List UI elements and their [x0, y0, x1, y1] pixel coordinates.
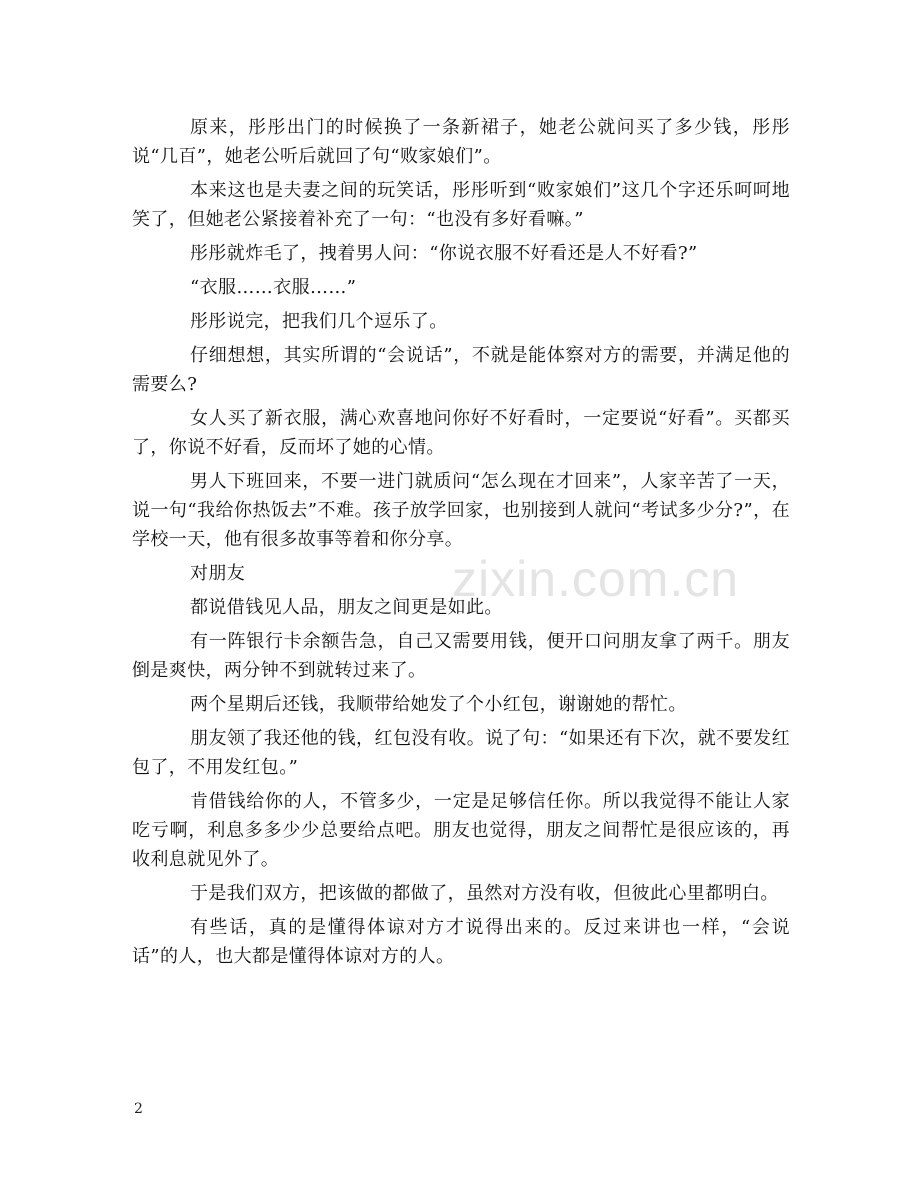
page-number: 2	[134, 1101, 143, 1117]
paragraph: 都说借钱见人品，朋友之间更是如此。	[190, 597, 503, 618]
paragraph: 仔细想想，其实所谓的“会说话”，不就是能体察对方的需要，并满足他的需要么?	[132, 345, 790, 395]
paragraph: 于是我们双方，把该做的都做了，虽然对方没有收，但彼此心里都明白。	[190, 883, 779, 904]
paragraph: 两个星期后还钱，我顺带给她发了个小红包，谢谢她的帮忙。	[190, 694, 687, 715]
document-body	[132, 113, 790, 976]
paragraph: 肯借钱给你的人，不管多少，一定是足够信任你。所以我觉得不能让人家吃亏啊，利息多多少少总要给点吧。朋友也觉得，朋友之间帮忙是很应该的，再收利息就见外了。	[132, 791, 790, 870]
section-heading: 对朋友	[190, 563, 246, 584]
paragraph: 彤彤说完，把我们几个逗乐了。	[190, 311, 448, 332]
paragraph: 男人下班回来，不要一进门就质问“怎么现在才回来”，人家辛苦了一天，说一句“我给你热饭去”不难。孩子放学回家，也别接到人就问“考试多少分?”，在学校一天，他有很多故事等着和你分享。	[132, 471, 790, 550]
paragraph: 有一阵银行卡余额告急，自己又需要用钱，便开口问朋友拿了两千。朋友倒是爽快，两分钟不到就转过来了。	[132, 631, 790, 681]
paragraph: 彤彤就炸毛了，拽着男人问：“你说衣服不好看还是人不好看?”	[190, 243, 698, 264]
paragraph: 有些话，真的是懂得体谅对方才说得出来的。反过来讲也一样，“会说话”的人，也大都是懂得体谅对方的人。	[132, 917, 790, 967]
paragraph: 本来这也是夫妻之间的玩笑话，彤彤听到“败家娘们”这几个字还乐呵呵地笑了，但她老公紧接着补充了一句：“也没有多好看嘛。”	[132, 180, 790, 230]
watermark: zixin.com.cn	[452, 551, 740, 607]
paragraph: 原来，彤彤出门的时候换了一条新裙子，她老公就问买了多少钱，彤彤说“几百”，她老公听后就回了句“败家娘们”。	[132, 117, 790, 167]
paragraph: 女人买了新衣服，满心欢喜地问你好不好看时，一定要说“好看”。买都买了，你说不好看，反而坏了她的心情。	[132, 408, 790, 458]
paragraph: “衣服……衣服……”	[190, 277, 357, 298]
paragraph: 朋友领了我还他的钱，红包没有收。说了句：“如果还有下次，就不要发红包了，不用发红包。”	[132, 728, 790, 778]
